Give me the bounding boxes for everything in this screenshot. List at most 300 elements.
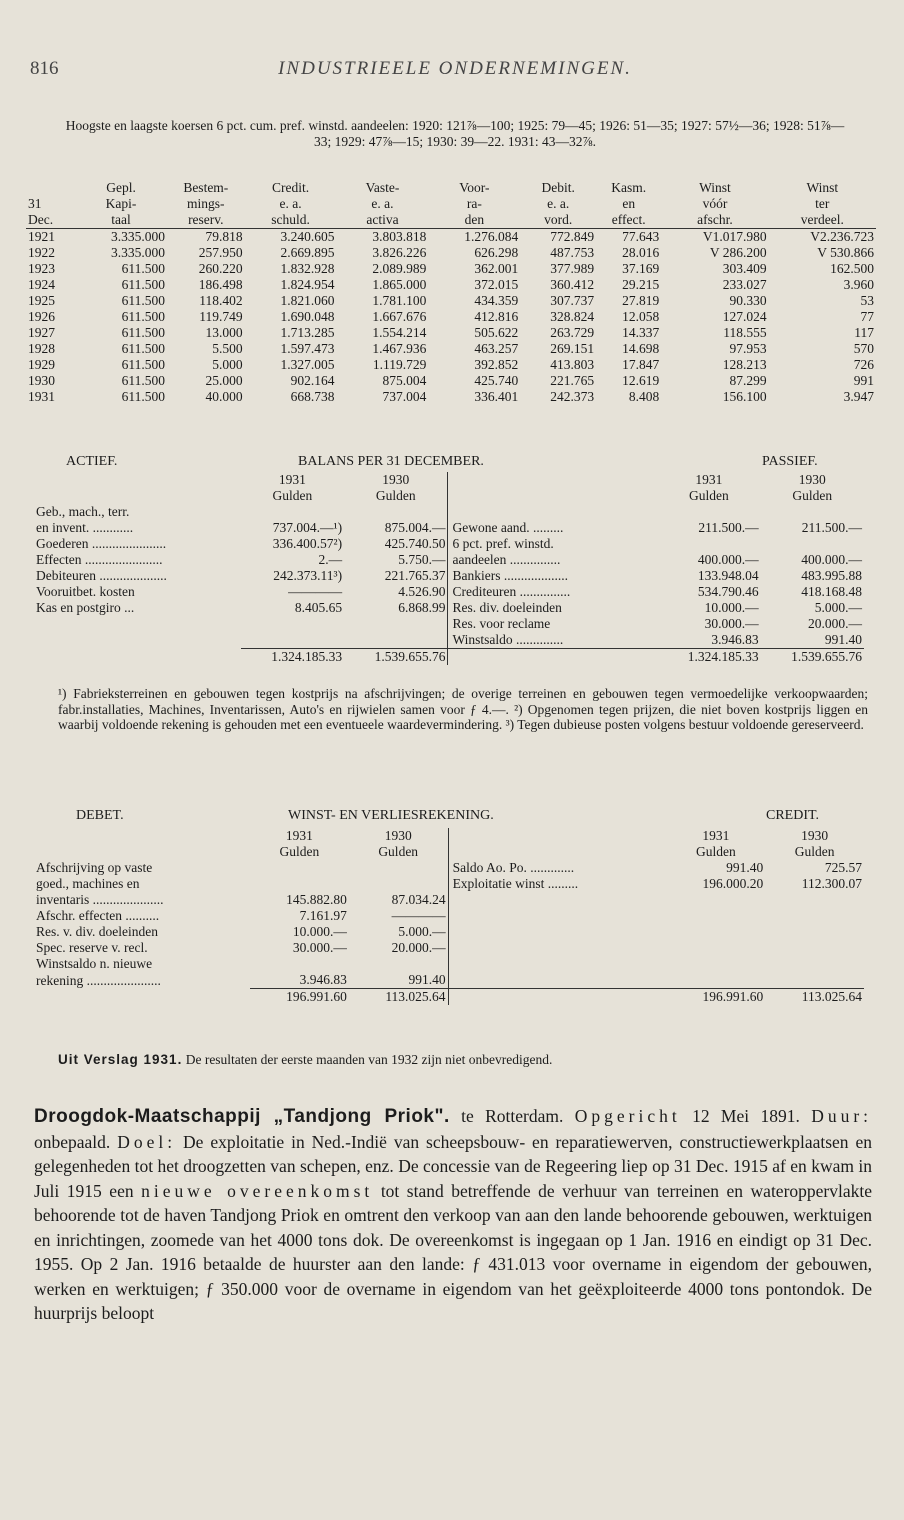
balans-right-cell: 20.000.— — [808, 616, 862, 631]
balans-left-cell: 5.750.— — [398, 552, 446, 567]
koersen-cell: 90.330 — [729, 293, 767, 308]
koersen-header-cell: e. a. — [547, 196, 570, 211]
koersen-header-cell: vord. — [520, 212, 596, 229]
wv-total-left-1930: 113.025.64 — [349, 989, 448, 1006]
koersen-cell: 1.467.936 — [372, 341, 427, 356]
balans-right-cell: 3.946.83 — [711, 632, 759, 647]
koersen-cell: 1.554.214 — [372, 325, 427, 340]
wv-empty-cell — [765, 956, 864, 972]
balans-right-cell — [657, 504, 760, 520]
koersen-cell: 118.555 — [723, 325, 767, 340]
koersen-header-cell: Debit. — [541, 180, 575, 195]
wv-unit: Gulden — [279, 844, 320, 859]
uit-verslag-label: Uit Verslag 1931. — [58, 1052, 183, 1067]
koersen-cell: V1.017.980 — [702, 229, 767, 244]
balans-year-1930-right: 1930 — [798, 472, 826, 487]
balans-left-cell: Effecten ....................... — [36, 552, 163, 567]
koersen-cell: 303.409 — [722, 261, 767, 276]
koersen-cell: 40.000 — [205, 389, 243, 404]
koersen-cell: 3.335.000 — [111, 229, 165, 244]
koersen-header-cell: mings- — [187, 196, 225, 211]
wv-year-1930-right: 1930 — [801, 828, 829, 843]
koersen-cell: 1.327.005 — [280, 357, 335, 372]
balans-empty-cell — [241, 632, 344, 649]
koersen-header-cell: den — [428, 212, 520, 229]
koersen-cell: 2.669.895 — [280, 245, 335, 260]
balans-right-cell: 211.500.— — [698, 520, 759, 535]
koersen-header-cell: Winst — [699, 180, 731, 195]
duur-label: Duur: — [811, 1106, 873, 1126]
koersen-cell: 27.819 — [622, 293, 660, 308]
wv-row — [34, 956, 864, 972]
koersen-cell: 117 — [854, 325, 874, 340]
koersen-cell: 505.622 — [474, 325, 519, 340]
wv-left-cell: Afschr. effecten .......... — [36, 908, 160, 923]
koersen-cell: 12.058 — [622, 309, 660, 324]
koersen-header-cell: Vaste- — [365, 180, 400, 195]
koersen-cell: 611.500 — [121, 389, 165, 404]
koersen-cell: 260.220 — [198, 261, 243, 276]
balans-right-cell: 30.000.— — [704, 616, 759, 631]
duur-value: onbepaald. — [34, 1131, 118, 1152]
balans-right-cell: 400.000.— — [801, 552, 862, 567]
koersen-cell: 611.500 — [121, 357, 165, 372]
koersen-cell: 1929 — [28, 357, 55, 372]
balans-right-cell: 10.000.— — [704, 600, 759, 615]
balans-unit: Gulden — [272, 488, 313, 503]
balans-left-cell: 737.004.—¹) — [272, 520, 343, 535]
balans-year-1931: 1931 — [278, 472, 306, 487]
balans-left-cell: 8.405.65 — [294, 600, 343, 615]
balans-right-cell: 6 pct. pref. winstd. — [448, 536, 657, 552]
wv-total-right-1930: 113.025.64 — [765, 989, 864, 1006]
koersen-cell: 737.004 — [382, 389, 427, 404]
balans-year-1930: 1930 — [382, 472, 410, 487]
koersen-header-cell: ra- — [466, 196, 482, 211]
koersen-row — [26, 357, 876, 373]
koersen-cell: 28.016 — [622, 245, 660, 260]
koersen-cell: 1.276.084 — [464, 229, 519, 244]
koersen-cell: 97.953 — [729, 341, 767, 356]
balans-right-cell: 5.000.— — [814, 600, 862, 615]
wv-empty-cell — [765, 972, 864, 989]
wv-left-cell: rekening ...................... — [36, 972, 161, 988]
koersen-cell: 79.818 — [205, 229, 243, 244]
koersen-cell: 611.500 — [121, 261, 165, 276]
wv-left-cell — [250, 876, 349, 892]
wv-left-cell: Res. v. div. doeleinden — [36, 924, 158, 939]
balans-right-cell — [448, 504, 657, 520]
koersen-header-cell: e. a. — [371, 196, 394, 211]
balans-right-cell: 483.995.88 — [801, 568, 862, 583]
wv-left-cell — [250, 860, 349, 876]
koersen-cell: 1.865.000 — [372, 277, 427, 292]
koersen-cell: 1923 — [28, 261, 55, 276]
koersen-cell: 3.826.226 — [372, 245, 427, 260]
koersen-cell: 487.753 — [550, 245, 595, 260]
wv-left-cell — [349, 876, 448, 892]
koersen-row — [26, 373, 876, 389]
opgericht-value: 12 Mei 1891. — [680, 1106, 812, 1126]
wv-unit: Gulden — [378, 844, 419, 859]
koersen-cell: 5.500 — [212, 341, 243, 356]
koersen-cell: 221.765 — [550, 373, 595, 388]
balans-total-right-1931: 1.324.185.33 — [657, 649, 760, 666]
koersen-cell: 233.027 — [722, 277, 767, 292]
balans-right-cell: 133.948.04 — [697, 568, 759, 583]
koersen-cell: 1925 — [28, 293, 55, 308]
balans-right-cell — [761, 504, 864, 520]
koersen-cell: 328.824 — [550, 309, 595, 324]
balans-unit: Gulden — [375, 488, 416, 503]
uit-verslag — [58, 1052, 868, 1068]
koersen-cell: 156.100 — [722, 389, 767, 404]
wv-left-cell: ———— — [391, 908, 446, 923]
balans-unit: Gulden — [689, 488, 729, 503]
balans-right-cell: 211.500.— — [801, 520, 862, 535]
koersen-header-cell: vóór — [702, 196, 728, 211]
wv-unit: Gulden — [794, 844, 835, 859]
wv-empty-cell — [666, 972, 765, 989]
wv-empty-cell — [448, 908, 666, 924]
wv-total-left-1931: 196.991.60 — [250, 989, 349, 1006]
balans-row — [34, 536, 864, 552]
koersen-cell: 362.001 — [474, 261, 519, 276]
wv-left-cell: Winstsaldo n. nieuwe — [36, 956, 153, 971]
balans-left-cell: Vooruitbet. kosten — [36, 584, 135, 599]
koersen-cell: 269.151 — [550, 341, 595, 356]
balans-right-cell: Crediteuren ............... — [448, 584, 657, 600]
balans-right-cell: 418.168.48 — [801, 584, 862, 599]
doel-label: Doel: — [117, 1131, 177, 1152]
koersen-cell: 570 — [853, 341, 874, 356]
koersen-table-header — [26, 180, 876, 229]
page-header — [30, 58, 880, 82]
wv-left-cell: inventaris ..................... — [36, 892, 164, 907]
balans-row — [34, 504, 864, 520]
koersen-header-row — [26, 196, 876, 212]
body-rest: tot stand betreffende de verhuur van terreinen en wateroppervlakte behoorende tot de haven Tandjong Priok en omtrent den verkoop van aan den lande behoorende gebouwen, werktuigen en inrichtingen, zoomede van het 4000 tons dok. De overeenkomst is ingegaan op 1 Jan. 1916 en eindigt op 31 Dec. 1955. Op 2 Jan. 1916 betaalde de huurster aan den lande: ƒ 431.013 voor overname in eigendom der gebouwen, werken en werktuigen; ƒ 350.000 voor de overname in eigendom van het geëxploiteerde 4000 tons pontondok. De huurprijs beloopt — [34, 1180, 873, 1323]
koersen-header-cell: Winst — [806, 180, 839, 195]
company-description — [34, 1104, 872, 1326]
wv-left-title: DEBET. — [76, 808, 124, 823]
wv-right-cell: Saldo Ao. Po. ............. — [448, 860, 666, 876]
balans-left-cell: 221.765.37 — [384, 568, 446, 583]
koersen-cell: 1930 — [28, 373, 55, 388]
koersen-cell: 1.597.473 — [280, 341, 335, 356]
koersen-cell: 377.989 — [550, 261, 595, 276]
balans-total-right-1930: 1.539.655.76 — [761, 649, 864, 666]
wv-left-cell: 991.40 — [408, 972, 446, 987]
uit-verslag-text: De resultaten der eerste maanden van 1932 zijn niet onbevredigend. — [185, 1052, 553, 1067]
wv-empty-cell — [448, 956, 666, 972]
balans-table — [34, 472, 864, 665]
koersen-header-cell: Dec. — [26, 212, 75, 229]
balans-left-cell: 4.526.90 — [398, 584, 446, 599]
koersen-cell: 668.738 — [290, 389, 335, 404]
balans-row — [34, 600, 864, 616]
koersen-cell: V 286.200 — [709, 245, 767, 260]
koersen-cell: 119.749 — [199, 309, 243, 324]
koersen-cell: V2.236.723 — [810, 229, 874, 244]
koersen-cell: 118.402 — [199, 293, 243, 308]
balans-row — [34, 552, 864, 568]
balans-left-title: ACTIEF. — [66, 454, 118, 469]
koersen-cell: 463.257 — [474, 341, 519, 356]
koersen-cell: 611.500 — [121, 325, 165, 340]
koersen-cell: 413.803 — [550, 357, 595, 372]
koersen-cell: 902.164 — [290, 373, 335, 388]
koersen-cell: 336.401 — [474, 389, 519, 404]
koersen-cell: 425.740 — [474, 373, 519, 388]
koersen-cell: 3.803.818 — [372, 229, 427, 244]
wv-left-cell — [250, 956, 349, 972]
wv-center-title: WINST- EN VERLIESREKENING. — [288, 808, 494, 823]
wv-row — [34, 924, 864, 940]
wv-row — [34, 908, 864, 924]
koersen-cell: 257.950 — [198, 245, 243, 260]
balans-titles — [26, 454, 876, 472]
koersen-header-cell — [26, 180, 75, 196]
koersen-cell: 1928 — [28, 341, 55, 356]
wv-left-cell — [349, 860, 448, 876]
koersen-cell: 611.500 — [121, 277, 165, 292]
doel-value: De exploitatie in Ned.-Indië van scheepsbouw- en reparatiewerven, constructiewerkplaatsen en gelegenheden tot het droogzetten van schepen, enz. De concessie van de Regeering liep op 31 Dec. 1915 af en kwam in Juli 1915 een — [34, 1131, 872, 1201]
koersen-cell: 392.852 — [474, 357, 519, 372]
wv-empty-cell — [666, 908, 765, 924]
koersen-row — [26, 309, 876, 325]
koersen-cell: 242.373 — [550, 389, 595, 404]
koersen-cell: 1.667.676 — [372, 309, 427, 324]
wv-total-right-1931: 196.991.60 — [666, 989, 765, 1006]
koersen-cell: 1921 — [28, 229, 55, 244]
wv-left-cell — [349, 956, 448, 972]
company-location: te Rotterdam. — [449, 1106, 564, 1126]
balans-center-title: BALANS PER 31 DECEMBER. — [298, 454, 484, 469]
koersen-cell: 1926 — [28, 309, 55, 324]
wv-right-cell: 991.40 — [726, 860, 764, 875]
wv-left-cell: 145.882.80 — [286, 892, 347, 907]
koersen-cell: 1924 — [28, 277, 55, 292]
koersen-cell: 37.169 — [622, 261, 660, 276]
koersen-header-row — [26, 180, 876, 196]
koersen-cell: 611.500 — [121, 309, 165, 324]
wv-left-cell: 5.000.— — [398, 924, 446, 939]
koersen-cell: 611.500 — [121, 293, 165, 308]
koersen-cell: 87.299 — [729, 373, 767, 388]
balans-right-cell: Gewone aand. ......... — [448, 520, 657, 536]
balans-left-cell: en invent. ............ — [36, 520, 134, 535]
koersen-row — [26, 245, 876, 261]
koersen-header-cell: 31 — [28, 196, 42, 211]
wv-empty-cell — [448, 924, 666, 940]
balans-right-cell: Res. voor reclame — [448, 616, 657, 632]
koersen-cell: 1922 — [28, 245, 55, 260]
koersen-cell: 1.713.285 — [280, 325, 335, 340]
koersen-row — [26, 325, 876, 341]
koersen-header-cell: ter — [815, 196, 830, 211]
wv-empty-cell — [448, 892, 666, 908]
koersen-cell: 1.781.100 — [372, 293, 427, 308]
koersen-header-cell: Gepl. — [106, 180, 136, 195]
koersen-header-cell: Bestem- — [183, 180, 229, 195]
koersen-table-body — [26, 229, 876, 406]
koersen-header-cell: schuld. — [245, 212, 337, 229]
koersen-cell: 307.737 — [550, 293, 595, 308]
koersen-cell: 17.847 — [622, 357, 660, 372]
koersen-header-cell: effect. — [596, 212, 661, 229]
koersen-row — [26, 261, 876, 277]
koersen-cell: 77 — [860, 309, 874, 324]
wv-empty-cell — [448, 972, 666, 989]
company-name: Droogdok-Maatschappij „Tandjong Priok". — [34, 1106, 450, 1127]
koersen-cell: 611.500 — [121, 373, 165, 388]
koersen-header-cell: Kapi- — [105, 196, 137, 211]
balans-right-cell: Bankiers ................... — [448, 568, 657, 584]
wv-empty-cell — [666, 956, 765, 972]
wv-left-cell: goed., machines en — [36, 876, 140, 891]
wv-right-cell: 196.000.20 — [702, 876, 764, 891]
koersen-cell: 991 — [853, 373, 874, 388]
balans-right-title: PASSIEF. — [762, 454, 818, 469]
koersen-cell: 360.412 — [550, 277, 595, 292]
koersen-cell: 434.359 — [474, 293, 519, 308]
balans-right-cell: 400.000.— — [697, 552, 759, 567]
wv-empty-cell — [765, 940, 864, 956]
wv-empty-cell — [666, 892, 765, 908]
wv-right-title: CREDIT. — [766, 808, 820, 823]
koersen-header-cell: Credit. — [272, 180, 310, 195]
balans-right-cell: Winstsaldo .............. — [448, 632, 657, 649]
wv-table — [34, 828, 864, 1005]
koersen-cell: 412.816 — [474, 309, 519, 324]
koersen-cell: 626.298 — [474, 245, 519, 260]
balans-right-cell: 991.40 — [824, 632, 862, 647]
koersen-header-cell: en — [622, 196, 636, 211]
koersen-cell: 29.215 — [622, 277, 660, 292]
koersen-header-cell: Voor- — [459, 180, 490, 195]
koersen-header-cell: activa — [337, 212, 429, 229]
balans-right-cell — [657, 536, 760, 552]
wv-row — [34, 940, 864, 956]
wv-titles — [26, 808, 876, 826]
balans-empty-cell — [344, 632, 448, 649]
koersen-cell: 127.024 — [722, 309, 767, 324]
koersen-row — [26, 341, 876, 357]
wv-left-cell: Afschrijving op vaste — [36, 860, 153, 875]
page-number: 816 — [30, 58, 59, 79]
koersen-cell: 128.213 — [722, 357, 767, 372]
koersen-cell: 263.729 — [550, 325, 595, 340]
balans-right-cell: 534.790.46 — [697, 584, 759, 599]
koersen-row — [26, 277, 876, 293]
wv-empty-cell — [666, 924, 765, 940]
koersen-cell: 611.500 — [121, 341, 165, 356]
opgericht-label: Opgericht — [574, 1106, 681, 1126]
wv-empty-cell — [765, 892, 864, 908]
koersen-cell: 53 — [860, 293, 874, 308]
balans-left-cell: Goederen ...................... — [36, 536, 167, 551]
koersen-header-cell: taal — [75, 212, 167, 229]
koersen-header-cell: afschr. — [661, 212, 768, 229]
koersen-cell: 77.643 — [622, 229, 660, 244]
koersen-cell: 25.000 — [205, 373, 243, 388]
balans-total-left-1930: 1.539.655.76 — [344, 649, 448, 666]
balans-left-cell: 242.373.11³) — [273, 568, 343, 583]
koersen-row — [26, 293, 876, 309]
page-title: INDUSTRIEELE ONDERNEMINGEN. — [278, 58, 632, 79]
balans-empty-cell — [34, 632, 241, 649]
wv-empty-cell — [448, 940, 666, 956]
balans-left-cell — [241, 616, 344, 632]
balans-body — [34, 504, 864, 649]
koersen-cell: 1.832.928 — [280, 261, 335, 276]
wv-row — [34, 876, 864, 892]
koersen-intro: Hoogste en laagste koersen 6 pct. cum. pref. winstd. aandeelen: 1920: 121⅞—100; 1925: 79—45; 1926: 51—35; 1927: 57½—36; 1928: 51⅞—33; 1929: 47⅞—15; 1930: 39—22. 1931: 43—32⅞. — [65, 118, 845, 149]
koersen-cell: 1931 — [28, 389, 55, 404]
koersen-header-cell: verdeel. — [769, 212, 876, 229]
koersen-header-cell: Kasm. — [611, 180, 647, 195]
koersen-header-row — [26, 212, 876, 229]
balans-row — [34, 584, 864, 600]
koersen-header-cell: e. a. — [279, 196, 302, 211]
wv-body — [34, 860, 864, 989]
wv-left-cell: 20.000.— — [391, 940, 446, 955]
koersen-cell: 14.337 — [622, 325, 660, 340]
koersen-header-cell: reserv. — [167, 212, 245, 229]
balans-left-cell — [344, 616, 448, 632]
koersen-cell: 13.000 — [205, 325, 243, 340]
wv-empty-cell — [765, 924, 864, 940]
koersen-cell: 1.821.060 — [280, 293, 335, 308]
balans-left-cell: 6.868.99 — [398, 600, 446, 615]
wv-year-1930: 1930 — [384, 828, 412, 843]
wv-right-cell: 725.57 — [824, 860, 862, 875]
koersen-cell: 2.089.989 — [372, 261, 427, 276]
wv-row — [34, 860, 864, 876]
balans-left-cell: 2.— — [318, 552, 343, 567]
wv-left-cell: Spec. reserve v. recl. — [36, 940, 148, 955]
koersen-cell: 12.619 — [622, 373, 660, 388]
koersen-cell: 875.004 — [382, 373, 427, 388]
koersen-cell: 3.947 — [843, 389, 874, 404]
wv-unit: Gulden — [695, 844, 736, 859]
balans-left-cell: 425.740.50 — [384, 536, 446, 551]
koersen-cell: 3.240.605 — [280, 229, 335, 244]
koersen-cell: 372.015 — [474, 277, 519, 292]
wv-year-1931: 1931 — [285, 828, 313, 843]
balans-right-cell — [761, 536, 864, 552]
balans-left-cell — [344, 504, 448, 520]
balans-left-cell — [241, 504, 344, 520]
koersen-cell: V 530.866 — [817, 245, 874, 260]
wv-row — [34, 892, 864, 908]
balans-left-cell: Geb., mach., terr. — [36, 504, 130, 519]
balans-left-cell: Debiteuren .................... — [36, 568, 167, 583]
koersen-cell: 3.335.000 — [111, 245, 165, 260]
koersen-row — [26, 389, 876, 405]
spaced-text: nieuwe overeenkomst — [141, 1180, 374, 1201]
balans-unit: Gulden — [792, 488, 833, 503]
balans-row — [34, 520, 864, 536]
balans-right-cell: aandeelen ............... — [448, 552, 657, 568]
koersen-cell: 772.849 — [550, 229, 595, 244]
wv-left-cell: 30.000.— — [292, 940, 347, 955]
balans-year-1931-right: 1931 — [695, 472, 723, 487]
koersen-row — [26, 229, 876, 246]
balans-left-cell: 875.004.— — [384, 520, 446, 535]
wv-left-cell: 7.161.97 — [299, 908, 347, 923]
